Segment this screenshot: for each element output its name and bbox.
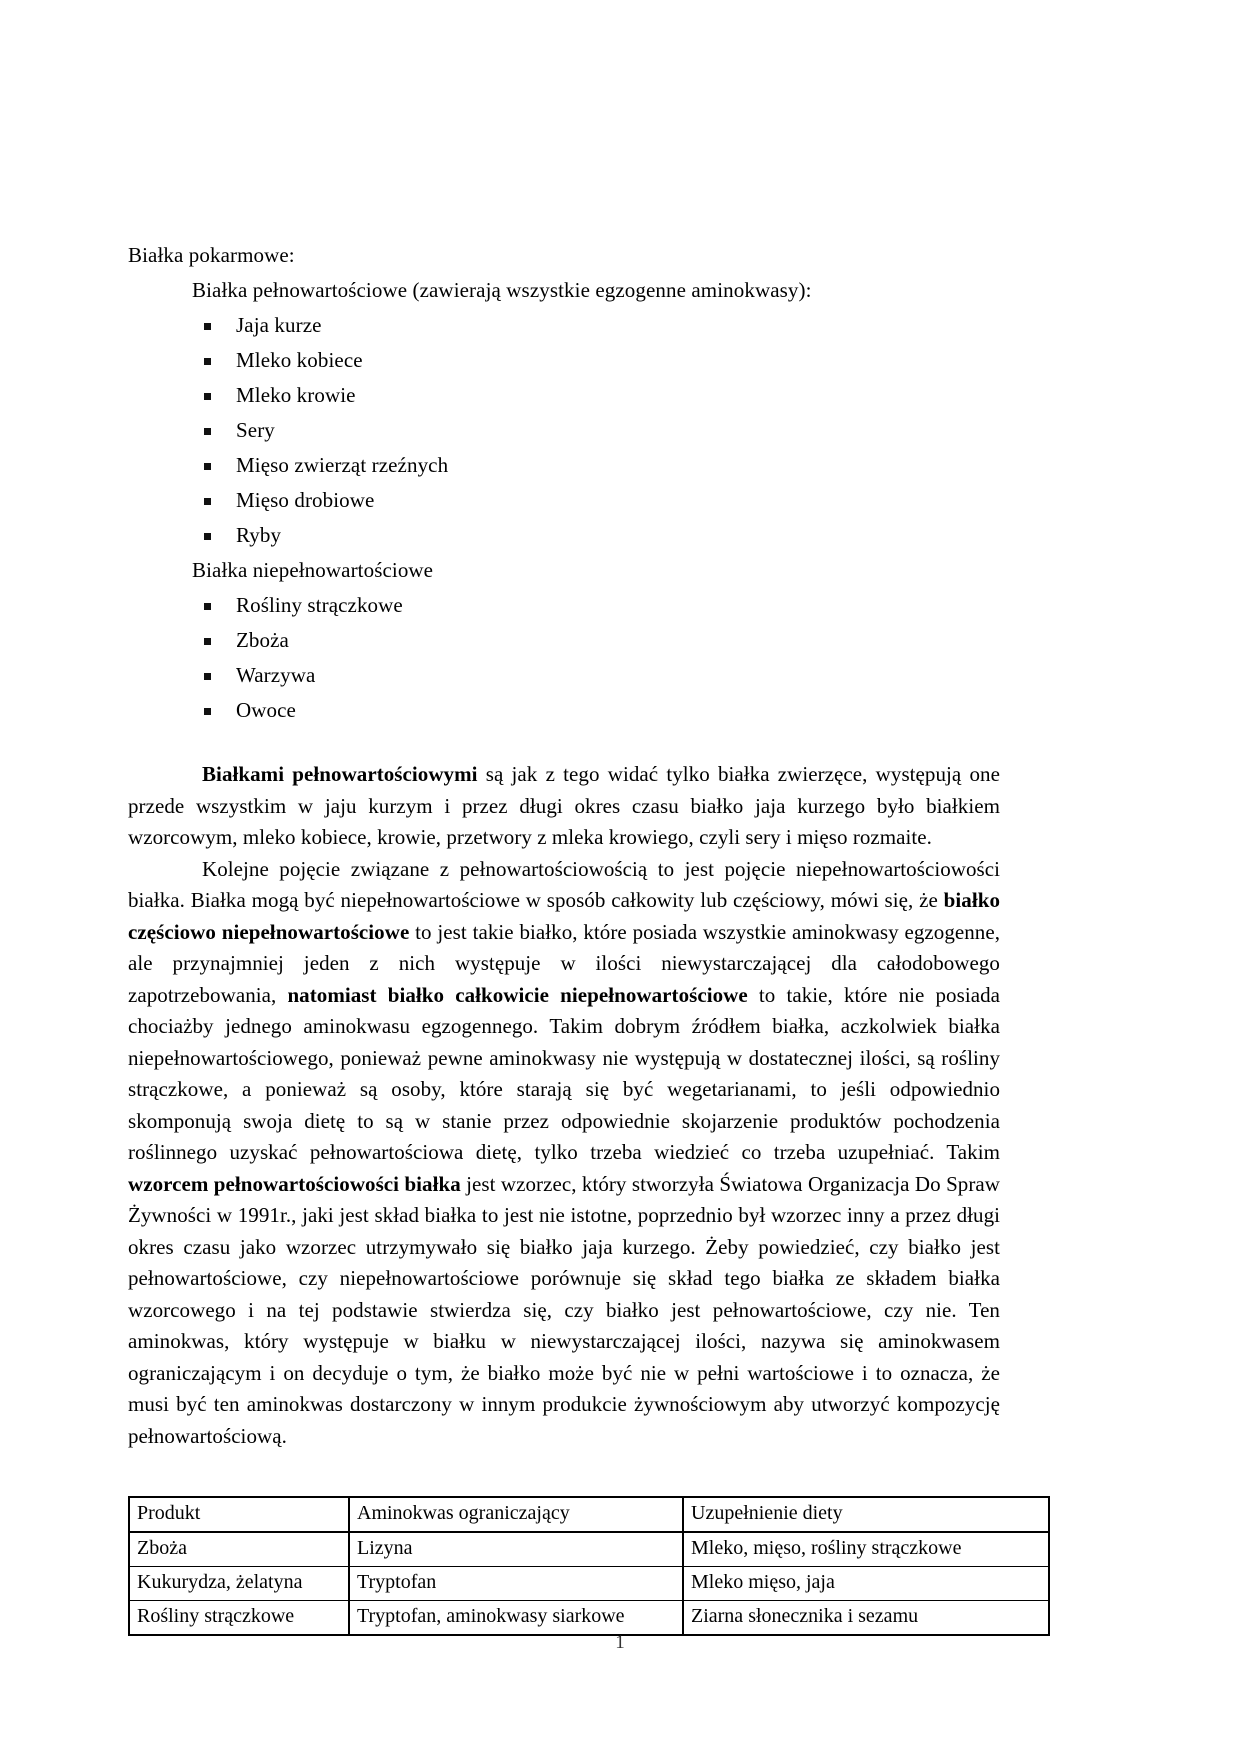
table-cell-aminokwas: Tryptofan, aminokwasy siarkowe bbox=[349, 1601, 683, 1636]
square-bullet-icon bbox=[204, 428, 211, 435]
paragraph2-bold2: natomiast białko całkowicie niepełnowartościowe bbox=[287, 982, 748, 1007]
list-item-label: Zboża bbox=[236, 628, 289, 652]
table-header-cell-produkt: Produkt bbox=[129, 1497, 349, 1532]
paragraph-incomplete-proteins bbox=[128, 854, 1000, 1453]
list-item-label: Mleko krowie bbox=[236, 383, 356, 407]
table-cell-produkt: Zboża bbox=[129, 1532, 349, 1567]
list-item bbox=[128, 483, 1000, 518]
list-item-label: Mięso drobiowe bbox=[236, 488, 375, 512]
paragraph1-bold-lead: Białkami pełnowartościowymi bbox=[202, 762, 478, 786]
square-bullet-icon bbox=[204, 603, 211, 610]
incomplete-proteins-list bbox=[128, 588, 1000, 728]
square-bullet-icon bbox=[204, 463, 211, 470]
table-row bbox=[129, 1567, 1049, 1601]
list-item bbox=[128, 413, 1000, 448]
page-title: Białka pokarmowe: bbox=[128, 243, 295, 267]
list-item-label: Jaja kurze bbox=[236, 313, 322, 337]
paragraph2-part2: to jest takie białko, które posiada wszystkie aminokwasy egzogenne, ale przynajmniej jeden z nich występuje w ilości niewystarczającej dla całodobowego zapotrzebowania, bbox=[128, 919, 1001, 1007]
document-content bbox=[128, 238, 1000, 1636]
paragraph2-part4: jest wzorzec, który stworzyła Światowa Organizacja Do Spraw Żywności w 1991r., jaki jest skład białka to jest nie istotne, poprzednio był wzorzec inny a przez długi okres czasu jako wzorzec utrzymywało się białko jaja kurzego. Żeby powiedzieć, czy białko jest pełnowartościowe, czy niepełnowartościowe porównuje się skład tego białka ze składem białka wzorcowego i na tej podstawie stwierdza się, czy białko jest pełnowartościowe, czy nie. Ten aminokwas, który występuje w białku w niewystarczającej ilości, nazywa się aminokwasem ograniczającym i on decyduje o tym, że białko może być nie w pełni wartościowe i to oznacza, że musi być ten aminokwas dostarczony w innym produkcie żywnościowym aby utworzyć kompozycję pełnowartościową. bbox=[128, 1171, 1000, 1448]
square-bullet-icon bbox=[204, 323, 211, 330]
square-bullet-icon bbox=[204, 638, 211, 645]
list-item bbox=[128, 308, 1000, 343]
paragraph2-part3: to takie, które nie posiada chociażby jednego aminokwasu egzogennego. Takim dobrym źródłem białka, aczkolwiek białka niepełnowartościowego, ponieważ pewne aminokwasy nie występują w dostatecznej ilości, są rośliny strączkowe, a ponieważ są osoby, które starają się być wegetarianami, to jeśli odpowiednio skomponują swoja dietę to są w stanie przez odpowiednie skojarzenie produktów pochodzenia roślinnego uzyskać pełnowartościowa dietę, tylko trzeba wiedzieć co trzeba uzupełniać. Takim bbox=[128, 982, 1000, 1164]
list-item bbox=[128, 378, 1000, 413]
list-item-label: Mięso zwierząt rzeźnych bbox=[236, 453, 449, 477]
list-item-label: Sery bbox=[236, 418, 275, 442]
square-bullet-icon bbox=[204, 533, 211, 540]
list-item bbox=[128, 448, 1000, 483]
table-cell-produkt: Rośliny strączkowe bbox=[129, 1601, 349, 1636]
list-item-label: Owoce bbox=[236, 698, 296, 722]
list-item bbox=[128, 693, 1000, 728]
table-cell-aminokwas: Lizyna bbox=[349, 1532, 683, 1567]
list-item bbox=[128, 623, 1000, 658]
list-item bbox=[128, 518, 1000, 553]
paragraph2-bold3: wzorcem pełnowartościowości białka bbox=[128, 1171, 461, 1196]
table-cell-uzupelnienie: Ziarna słonecznika i sezamu bbox=[683, 1601, 1049, 1636]
table-row bbox=[129, 1601, 1049, 1636]
list-item-label: Rośliny strączkowe bbox=[236, 593, 403, 617]
paragraph1-body: są jak z tego widać tylko białka zwierzęce, występują one przede wszystkim w jaju kurzym i przez długi okres czasu białko jaja kurzego było białkiem wzorcowym, mleko kobiece, krowie, przetwory z mleka krowiego, czyli sery i mięso rozmaite. bbox=[128, 762, 1000, 849]
table-cell-aminokwas: Tryptofan bbox=[349, 1567, 683, 1601]
table-row bbox=[129, 1532, 1049, 1567]
square-bullet-icon bbox=[204, 393, 211, 400]
table-header-cell-uzupelnienie: Uzupełnienie diety bbox=[683, 1497, 1049, 1532]
limiting-amino-acid-table-wrapper bbox=[128, 1496, 1000, 1636]
limiting-amino-acid-table bbox=[128, 1496, 1050, 1636]
list-item bbox=[128, 658, 1000, 693]
square-bullet-icon bbox=[204, 498, 211, 505]
list-item-label: Warzywa bbox=[236, 663, 316, 687]
complete-proteins-list bbox=[128, 308, 1000, 553]
list-item-label: Ryby bbox=[236, 523, 282, 547]
table-header-row bbox=[129, 1497, 1049, 1532]
section-heading-complete-proteins: Białka pełnowartościowe (zawierają wszystkie egzogenne aminokwasy): bbox=[192, 278, 812, 302]
table-header-cell-aminokwas: Aminokwas ograniczający bbox=[349, 1497, 683, 1532]
table-cell-uzupelnienie: Mleko, mięso, rośliny strączkowe bbox=[683, 1532, 1049, 1567]
section-heading-incomplete-proteins: Białka niepełnowartościowe bbox=[192, 558, 434, 582]
paragraph2-bold1: białko częściowo niepełnowartościowe bbox=[128, 888, 1000, 944]
square-bullet-icon bbox=[204, 358, 211, 365]
table-cell-uzupelnienie: Mleko mięso, jaja bbox=[683, 1567, 1049, 1601]
table-cell-produkt: Kukurydza, żelatyna bbox=[129, 1567, 349, 1601]
page-number: 1 bbox=[615, 1632, 625, 1653]
paragraph2-part1: Kolejne pojęcie związane z pełnowartościowością to jest pojęcie niepełnowartościowości białka. Białka mogą być niepełnowartościowe w sposób całkowity lub częściowy, mówi się, że bbox=[128, 856, 1000, 912]
list-item-label: Mleko kobiece bbox=[236, 348, 363, 372]
list-item bbox=[128, 588, 1000, 623]
paragraph-complete-proteins bbox=[128, 759, 1000, 854]
square-bullet-icon bbox=[204, 673, 211, 680]
list-item bbox=[128, 343, 1000, 378]
square-bullet-icon bbox=[204, 708, 211, 715]
